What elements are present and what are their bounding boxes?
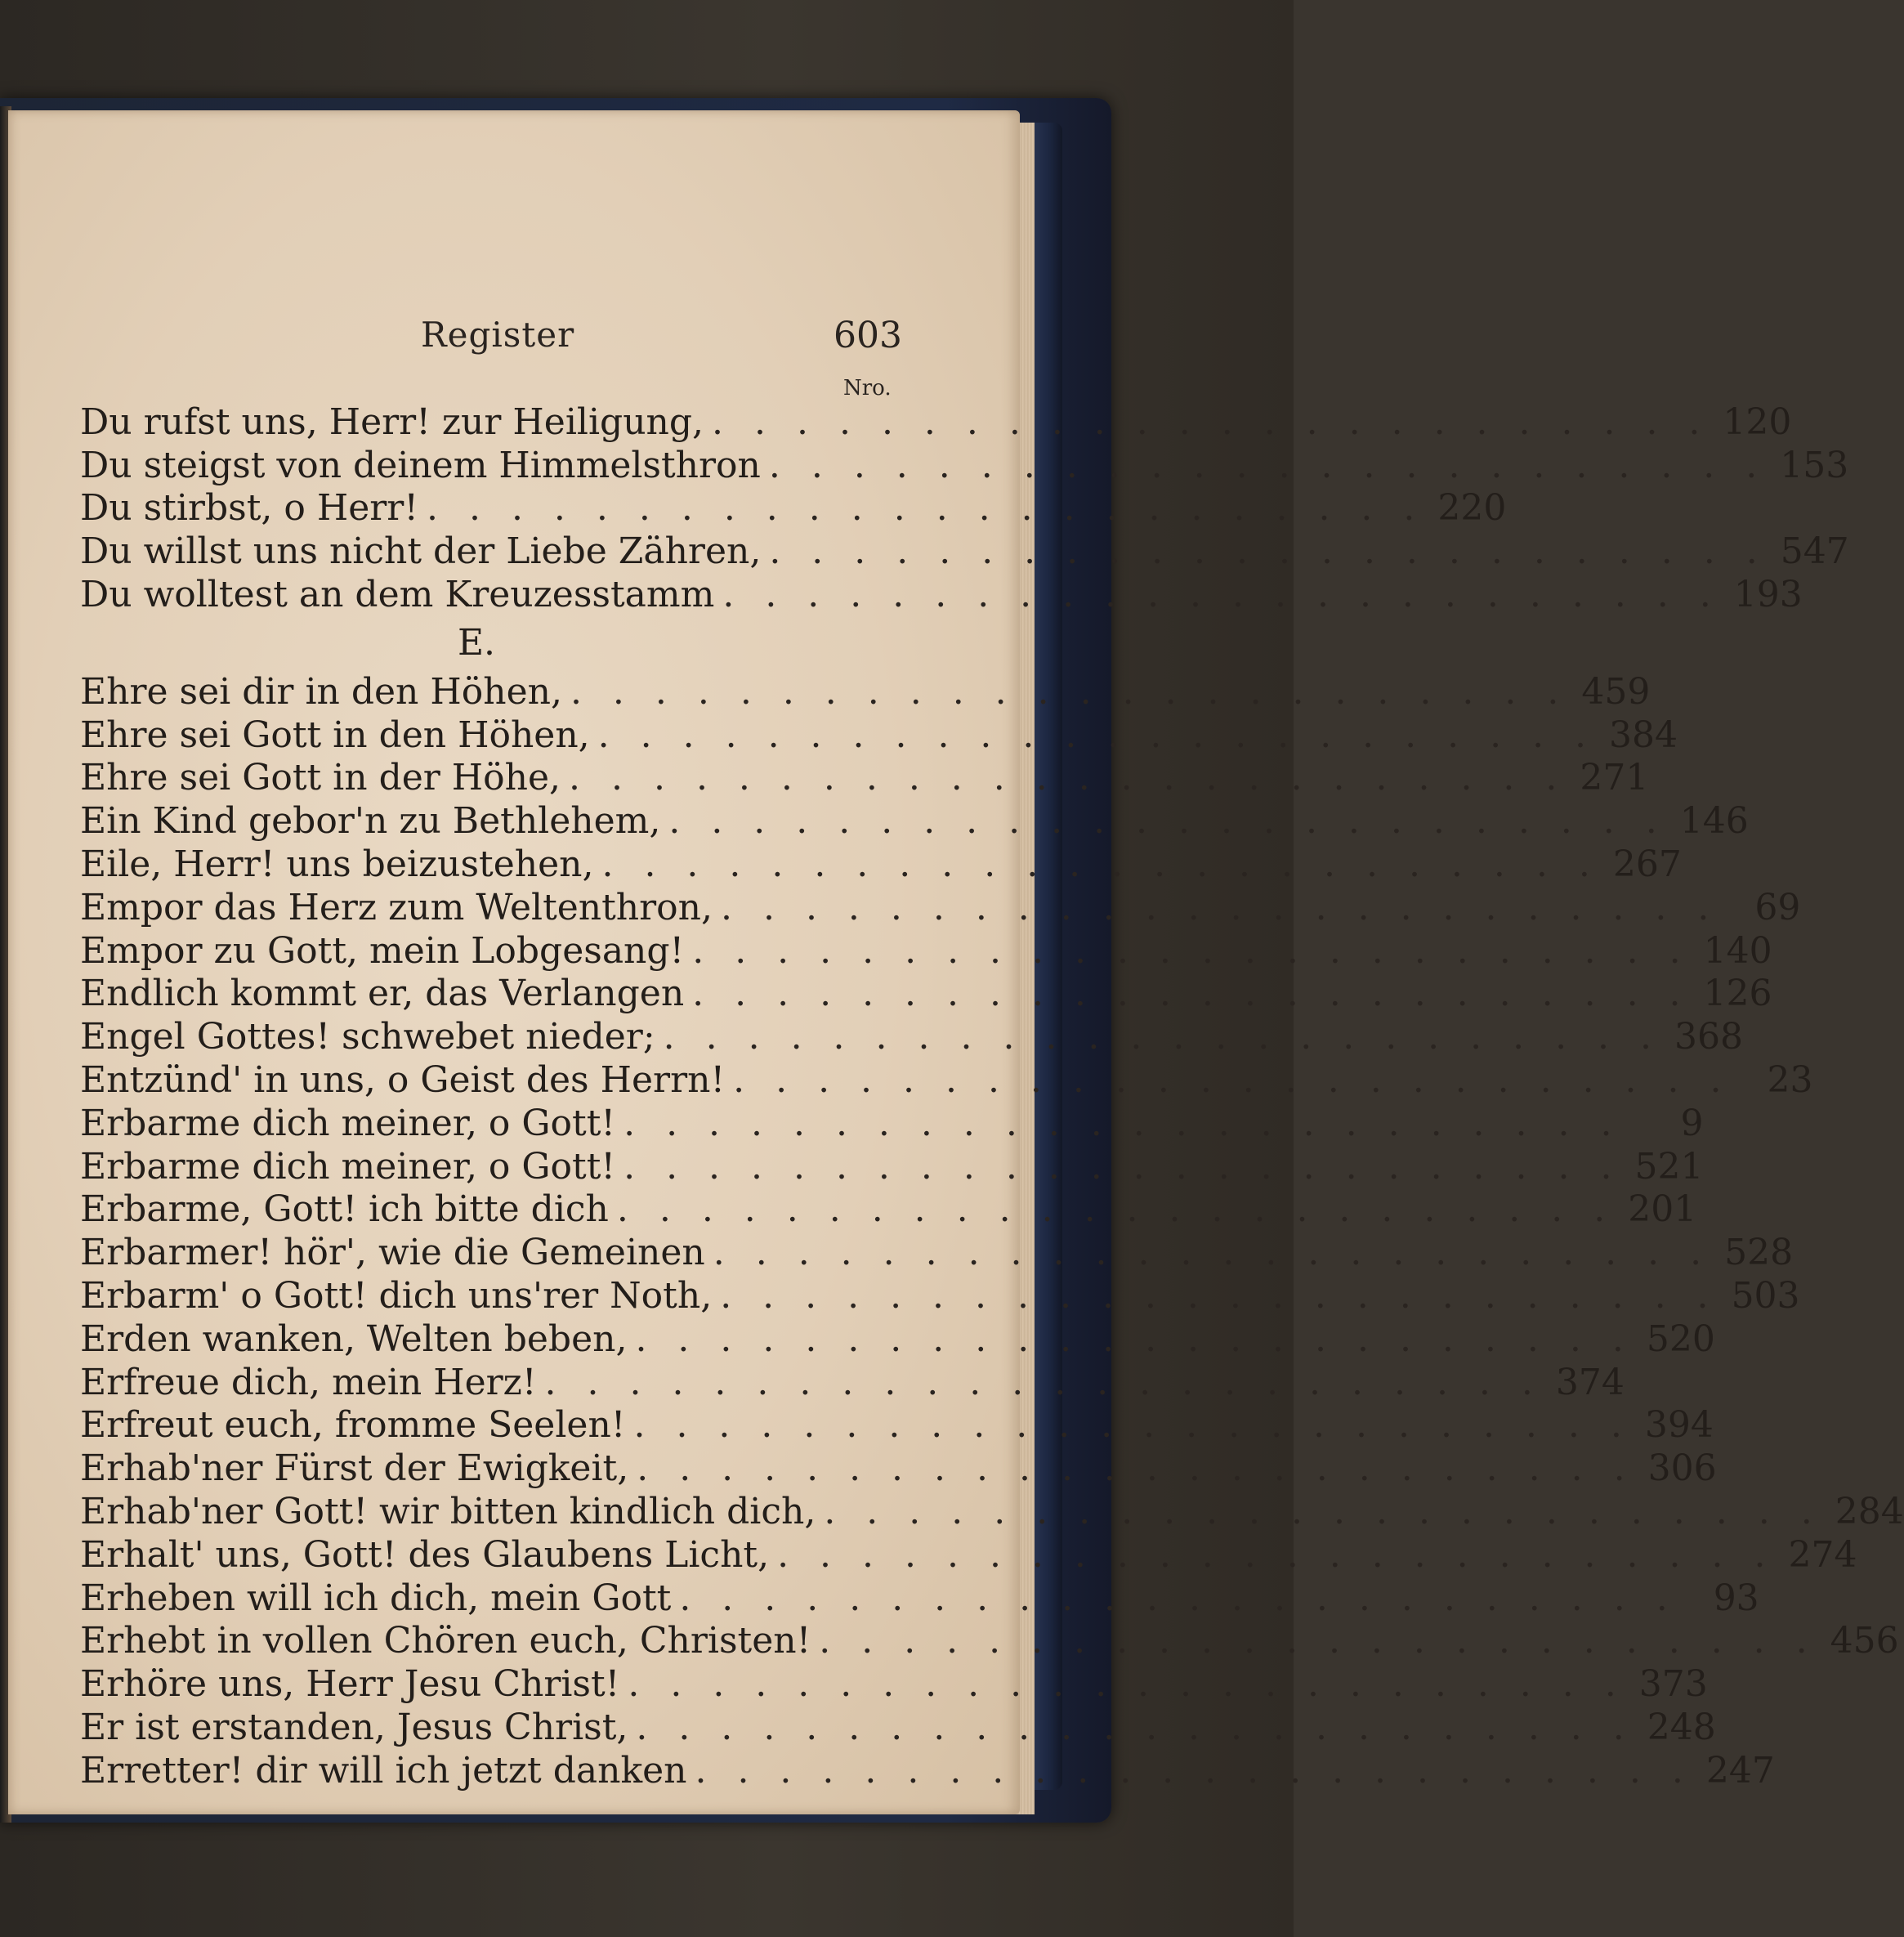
number-column-label: Nro. [843,376,892,400]
leader-dots: . . . . . . . . . . . . . . . . . . . . . . . . [427,487,1425,530]
entry-title: Erbarmer! hör', wie die Gemeinen [80,1232,705,1274]
entry-title: Du stirbst, o Herr! [80,487,419,530]
entry-title: Ehre sei Gott in den Höhen, [80,714,590,756]
entry-number: 146 [1679,800,1749,843]
entry-title: Du rufst uns, Herr! zur Heiligung, [80,400,704,443]
leader-dots: . . . . . . . . . . . . . . . . . . . . . . . . [721,886,1719,928]
entry-number: 120 [1723,400,1792,443]
entry-number: 201 [1628,1188,1697,1231]
register-entry [80,1145,1704,1188]
entry-number: 248 [1647,1707,1716,1748]
register-entry [80,530,1849,573]
leader-dots: . . . . . . . . . . . . . . . . . . . . . . . . [733,1059,1732,1102]
entry-title: Erhöre uns, Herr Jesu Christ! [80,1663,620,1706]
entry-number: 520 [1646,1317,1715,1360]
entry-number: 140 [1703,929,1772,972]
register-entry [80,929,1772,973]
leader-dots: . . . . . . . . . . . . . . . . . . . . . . . . [636,1707,1634,1748]
register-entry [80,1620,1899,1663]
leader-dots: . . . . . . . . . . . . . . . . . . . . . . . . [623,1145,1622,1188]
register-entry [80,400,1792,444]
page-header [8,315,1020,364]
entry-number: 521 [1634,1145,1704,1188]
entry-number: 394 [1644,1404,1714,1447]
entry-number: 306 [1647,1447,1717,1490]
entry-title: Eile, Herr! uns beizustehen, [80,843,594,886]
entry-title: Du steigst von deinem Himmelsthron [80,444,761,486]
entry-number: 9 [1680,1102,1704,1144]
running-title: Register [421,315,575,355]
register-entry [80,1058,1813,1102]
entry-title: Ein Kind gebor'n zu Bethlehem, [80,800,661,843]
entries-e [80,670,1904,1792]
entries-d [80,400,1849,616]
entry-title: Erbarme dich meiner, o Gott! [80,1145,616,1188]
leader-dots: . . . . . . . . . . . . . . . . . . . . . . . . [769,530,1768,573]
register-entry [80,799,1749,843]
leader-dots: . . . . . . . . . . . . . . . . . . . . . . . . [692,929,1691,972]
leader-dots: . . . . . . . . . . . . . . . . . . . . . . . . [712,400,1710,443]
entry-title: Erheben will ich dich, mein Gott [80,1577,672,1619]
leader-dots: . . . . . . . . . . . . . . . . . . . . . . . . [713,1232,1712,1274]
entry-title: Er ist erstanden, Jesus Christ, [80,1707,628,1748]
register-entry [80,1490,1904,1533]
leader-dots: . . . . . . . . . . . . . . . . . . . . . . . . [663,1016,1662,1058]
entry-number: 247 [1705,1749,1775,1792]
entry-title: Erfreut euch, fromme Seelen! [80,1404,626,1447]
register-entry [80,1662,1708,1706]
register-entry [80,1231,1794,1274]
entry-number: 126 [1703,973,1772,1015]
entry-number: 459 [1581,670,1651,713]
register-entry [80,886,1801,929]
leader-dots: . . . . . . . . . . . . . . . . . . . . . . . . [692,973,1691,1015]
leader-dots: . . . . . . . . . . . . . . . . . . . . . . . . [623,1102,1622,1144]
entry-number: 274 [1788,1533,1857,1576]
register-entry [80,843,1682,886]
entry-title: Erhab'ner Gott! wir bitten kindlich dich, [80,1491,816,1533]
entry-title: Entzünd' in uns, o Geist des Herrn! [80,1059,726,1102]
section-heading-e: E. [457,622,496,664]
entry-title: Engel Gottes! schwebet nieder; [80,1016,655,1058]
register-entry [80,1361,1625,1404]
entry-number: 220 [1437,487,1507,530]
entry-number: 193 [1733,574,1803,616]
entry-title: Erhab'ner Fürst der Ewigkeit, [80,1447,629,1490]
entry-number: 528 [1724,1232,1794,1274]
entry-number: 384 [1609,714,1678,756]
entry-number: 69 [1754,886,1801,928]
register-entry [80,487,1507,530]
leader-dots: . . . . . . . . . . . . . . . . . . . . . . . . [616,1188,1616,1231]
entry-number: 93 [1713,1577,1759,1619]
entry-number: 368 [1674,1016,1744,1058]
leader-dots: . . . . . . . . . . . . . . . . . . . . . . . . [720,1275,1719,1317]
leader-dots: . . . . . . . . . . . . . . . . . . . . . . . . [695,1749,1693,1792]
book-page [8,110,1904,1814]
register-entry [80,670,1651,714]
entry-number: 284 [1835,1491,1904,1533]
leader-dots: . . . . . . . . . . . . . . . . . . . . . . . . [633,1404,1632,1447]
leader-dots: . . . . . . . . . . . . . . . . . . . . . . . . [628,1663,1626,1706]
register-list [80,400,1904,1792]
entry-title: Du willst uns nicht der Liebe Zähren, [80,530,762,573]
entry-title: Erden wanken, Welten beben, [80,1317,628,1360]
entry-title: Du wolltest an dem Kreuzesstamm [80,574,715,616]
register-entry [80,1188,1697,1232]
register-entry [80,1447,1717,1490]
entry-title: Erbarm' o Gott! dich uns'rer Noth, [80,1275,713,1317]
leader-dots: . . . . . . . . . . . . . . . . . . . . . . . . [569,757,1567,799]
entry-title: Erbarme, Gott! ich bitte dich [80,1188,609,1231]
entry-number: 373 [1638,1663,1708,1706]
page-number: 603 [834,315,902,356]
entry-number: 456 [1830,1620,1899,1662]
leader-dots: . . . . . . . . . . . . . . . . . . . . . . . . [668,800,1667,843]
register-entry [80,1706,1716,1749]
entry-title: Erbarme dich meiner, o Gott! [80,1102,616,1144]
register-entry [80,1274,1800,1317]
register-entry [80,1749,1775,1792]
entry-number: 267 [1612,843,1682,886]
register-entry [80,1102,1704,1145]
entry-title: Empor zu Gott, mein Lobgesang! [80,929,685,972]
entry-title: Empor das Herz zum Weltenthron, [80,886,713,928]
leader-dots: . . . . . . . . . . . . . . . . . . . . . . . . [768,444,1768,486]
entry-title: Erhebt in vollen Chören euch, Christen! [80,1620,811,1662]
entry-title: Ehre sei dir in den Höhen, [80,670,562,713]
register-entry [80,1015,1744,1058]
register-entry [80,714,1678,757]
leader-dots: . . . . . . . . . . . . . . . . . . . . . . . . [637,1447,1635,1490]
leader-dots: . . . . . . . . . . . . . . . . . . . . . . . . [819,1620,1817,1662]
leader-dots: . . . . . . . . . . . . . . . . . . . . . . . . [722,574,1721,616]
leader-dots: . . . . . . . . . . . . . . . . . . . . . . . . [635,1317,1634,1360]
entry-title: Erhalt' uns, Gott! des Glaubens Licht, [80,1533,770,1576]
leader-dots: . . . . . . . . . . . . . . . . . . . . . . . . [597,714,1597,756]
register-entry [80,1533,1857,1577]
register-entry [80,757,1649,800]
entry-title: Ehre sei Gott in der Höhe, [80,757,561,799]
leader-dots: . . . . . . . . . . . . . . . . . . . . . . . . [777,1533,1776,1576]
entry-number: 271 [1580,757,1649,799]
register-entry [80,444,1849,487]
register-entry [80,1317,1715,1361]
entry-title: Endlich kommt er, das Verlangen [80,973,685,1015]
entry-number: 23 [1767,1059,1813,1102]
leader-dots: . . . . . . . . . . . . . . . . . . . . . . . . [601,843,1600,886]
entry-number: 374 [1555,1361,1625,1403]
leader-dots: . . . . . . . . . . . . . . . . . . . . . . . . [824,1491,1822,1533]
entry-title: Erfreue dich, mein Herz! [80,1361,537,1403]
entry-number: 547 [1780,530,1849,573]
entry-number: 503 [1731,1275,1800,1317]
register-entry [80,973,1772,1016]
register-entry [80,573,1803,616]
entry-number: 153 [1780,444,1849,486]
leader-dots: . . . . . . . . . . . . . . . . . . . . . . . . [544,1361,1543,1403]
register-entry [80,1404,1714,1447]
register-entry [80,1577,1759,1620]
entry-title: Erretter! dir will ich jetzt danken [80,1749,687,1792]
leader-dots: . . . . . . . . . . . . . . . . . . . . . . . . [570,670,1569,713]
leader-dots: . . . . . . . . . . . . . . . . . . . . . . . . [679,1577,1678,1619]
